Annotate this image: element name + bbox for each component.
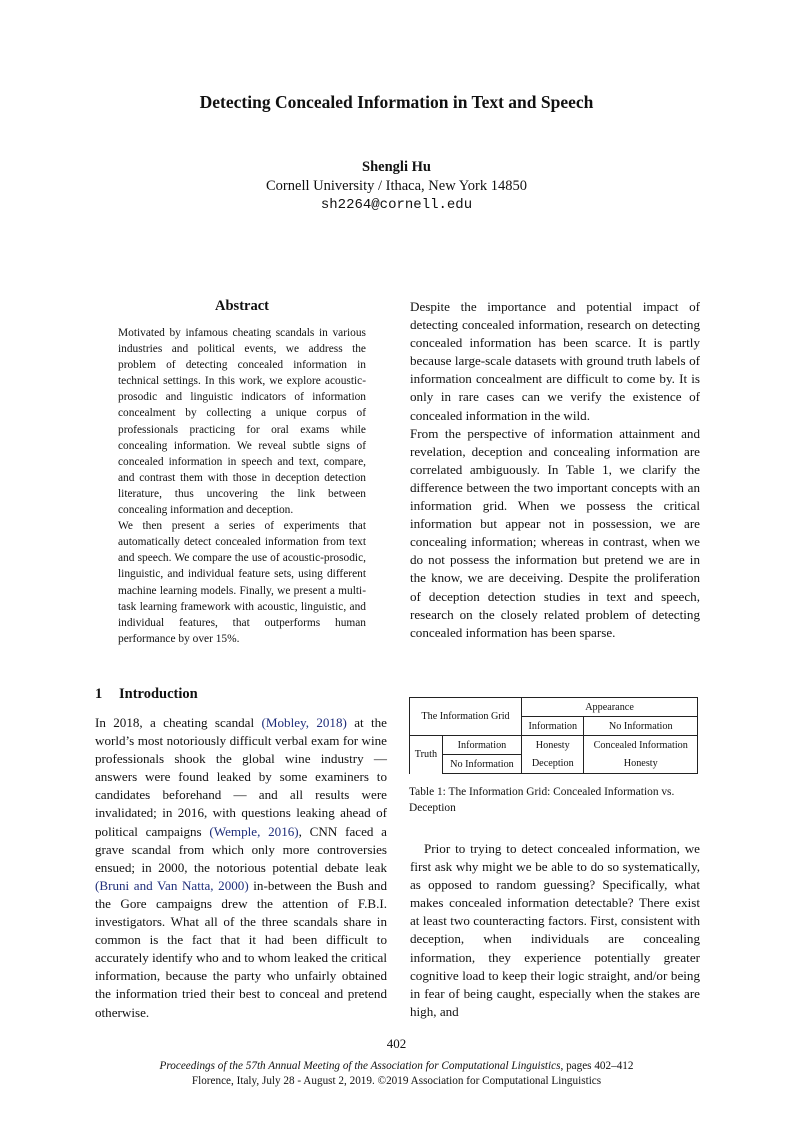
section-heading-introduction bbox=[95, 686, 198, 703]
table-row-header: Information bbox=[442, 736, 521, 755]
citation-link[interactable]: (Mobley, 2018) bbox=[261, 715, 347, 730]
right-column-bottom bbox=[410, 840, 700, 1021]
author-affiliation: Cornell University / Ithaca, New York 14850 bbox=[266, 178, 527, 194]
table-column-header: No Information bbox=[584, 717, 698, 736]
abstract-paragraph-2: We then present a series of experiments that automatically detect concealed information from text and speech. We compare the use of acoustic-prosodic, linguistic, and individual feature sets, using different machine learning models. Finally, we present a multi-task learning framework with acoustic, linguistic, and individual features, that outperforms human performance by over 15%. bbox=[118, 520, 366, 645]
abstract-paragraph-1: Motivated by infamous cheating scandals in various industries and political events, we address the problem of detecting concealed information in technical settings. In this work, we explore acoustic-prosodic and linguistic indicators of information concealment by collecting a unique corpus of professionals practicing for oral exams while concealing information. We reveal subtle signs of concealed information in speech and text, compare, and contrast them with those in deception detection literature, thus uncovering the link between concealing information and deception. bbox=[118, 327, 366, 517]
citation-link[interactable]: (Bruni and Van Natta, 2000) bbox=[95, 877, 249, 893]
footer-venue-line: Florence, Italy, July 28 - August 2, 2019. ©2019 Association for Computational Linguistics bbox=[191, 1075, 602, 1087]
table-cell: Honesty bbox=[522, 736, 584, 755]
proceedings-title: Proceedings of the 57th Annual Meeting of the Association for Computational Linguistics bbox=[159, 1060, 561, 1072]
proceedings-pages: , pages 402–412 bbox=[560, 1060, 634, 1072]
information-grid-table bbox=[409, 697, 698, 774]
text-run: in-between the Bush and the Gore campaigns drew the attention of F.B.I. investigators. What all of the three scandals share in common is the fact that it had been difficult to accurately identify who and to whom leaked the critical information, because the party who unfairly obtained the information tried their best to conceal and pretend otherwise. bbox=[95, 877, 387, 1020]
citation-link[interactable]: (Wemple, 2016) bbox=[209, 823, 299, 839]
section-number: 1 bbox=[95, 686, 103, 702]
introduction-body bbox=[95, 714, 387, 1022]
right-paragraph-2: From the perspective of information attainment and revelation, deception and concealing information are correlated ambiguously. In Table 1, we clarify the difference between the two important concepts with an information grid. When we possess the critical information but appear not in possession, we are concealing information; whereas in contrast, when we do not possess the information but pretend we are in the know, we are deceiving. Despite the proliferation of deception detection studies in text and speech, research on the closely related problem of detecting concealed information has been sparse. bbox=[410, 425, 700, 640]
table-caption: Table 1: The Information Grid: Concealed Information vs. Deception bbox=[409, 786, 675, 814]
intro-paragraph-1 bbox=[95, 714, 387, 1022]
page-number: 402 bbox=[386, 1036, 407, 1051]
text-run: In 2018, a cheating scandal bbox=[95, 715, 262, 730]
text-run: , CNN faced a grave scandal from which only more controversies ensued; in 2000, the notorious potential debate leak bbox=[95, 823, 387, 875]
author-block bbox=[0, 158, 793, 215]
author-name: Shengli Hu bbox=[362, 159, 431, 175]
table-row-group: Truth bbox=[410, 736, 443, 774]
table-column-header: Information bbox=[522, 717, 584, 736]
author-email: sh2264@cornell.edu bbox=[320, 197, 473, 213]
abstract-heading: Abstract bbox=[215, 298, 269, 314]
footer-proceedings-line bbox=[0, 1059, 793, 1074]
table-cell: Concealed Information bbox=[584, 736, 698, 755]
table-column-group: Appearance bbox=[522, 698, 698, 717]
right-paragraph-3: Prior to trying to detect concealed information, we first ask why might we be able to do so systematically, as opposed to random guessing? Specifically, what makes concealed information detectable? There exist at least two counteracting factors. First, consistent with deception, when individuals are concealing information, they experience potentially greater cognitive load to keep their logic straight, and/or being in fear of being caught, especially when the stakes are high, and bbox=[410, 841, 700, 1019]
paper-title: Detecting Concealed Information in Text and Speech bbox=[199, 92, 594, 112]
text-run: at the world’s most notoriously difficult verbal exam for wine professionals shook the global wine industry — answers were found leaked by some examiners to candidates beforehand — and all results were invalidated; in 2016, with questions leaking ahead of political campaigns bbox=[95, 715, 387, 839]
abstract-body bbox=[118, 325, 366, 647]
right-paragraph-1: Despite the importance and potential impact of detecting concealed information, research on detecting concealed information has been scarce. It is partly because large-scale datasets with ground truth labels of information concealment are difficult to come by. It is only in rare cases can we verify the existence of concealed information in the wild. bbox=[410, 299, 700, 423]
table-corner-label: The Information Grid bbox=[410, 698, 522, 736]
table-row-header: No Information bbox=[442, 755, 521, 774]
table-cell: Deception bbox=[522, 755, 584, 774]
right-column-top bbox=[410, 298, 700, 642]
table-cell: Honesty bbox=[584, 755, 698, 774]
section-title: Introduction bbox=[119, 686, 198, 702]
page-footer bbox=[0, 1059, 793, 1089]
